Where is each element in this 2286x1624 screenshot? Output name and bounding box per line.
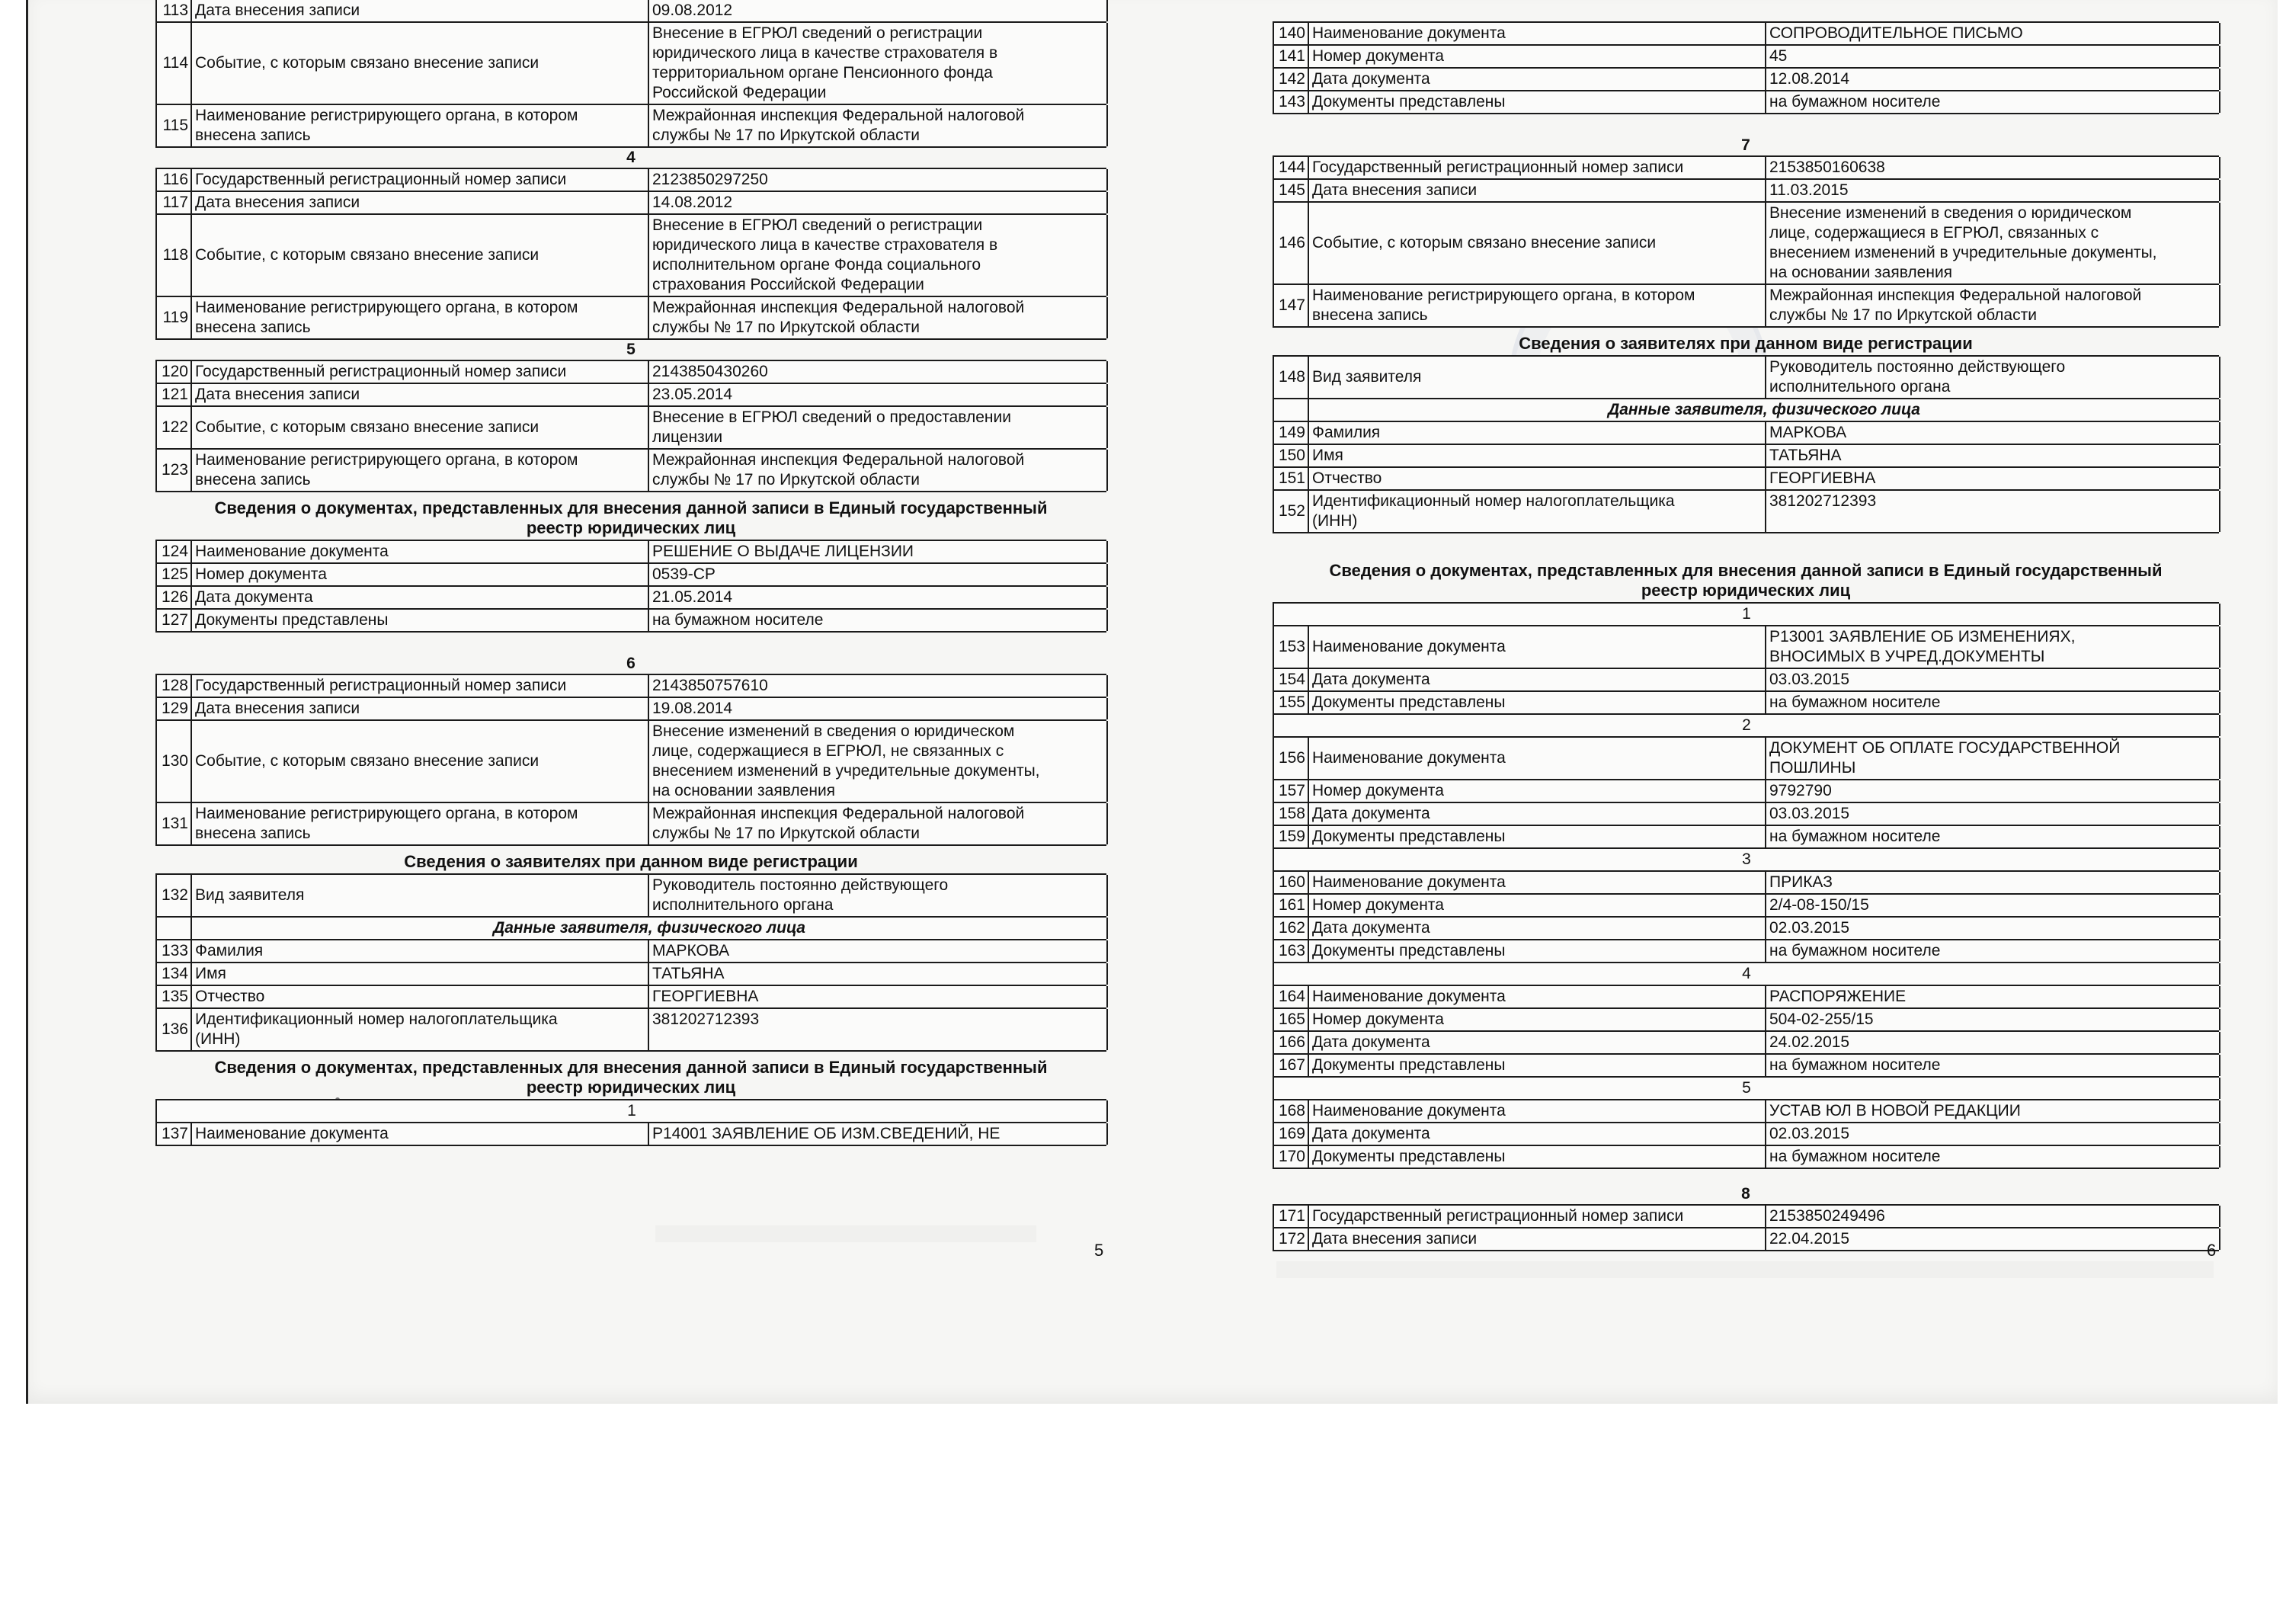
row-value: УСТАВ ЮЛ В НОВОЙ РЕДАКЦИИ xyxy=(1766,1100,2220,1122)
section-heading-documents: Сведения о документах, представленных для внесения данной записи в Единый государственный реестр юридических лиц xyxy=(214,1058,1048,1097)
row-label: Документы представлены xyxy=(1309,1146,1766,1168)
row-number: 132 xyxy=(157,875,192,916)
table-row xyxy=(157,610,1106,633)
section-heading-applicants: Сведения о заявителях при данном виде регистрации xyxy=(1519,334,1973,353)
table-row xyxy=(1274,1055,2219,1078)
table-row xyxy=(1274,1146,2219,1169)
row-number: 113 xyxy=(157,0,192,21)
table-row xyxy=(1274,918,2219,940)
row-number: 156 xyxy=(1274,738,1309,779)
record-group-number: 6 xyxy=(626,655,636,672)
table-row xyxy=(1274,826,2219,849)
table-records-124-127 xyxy=(155,540,1106,633)
document-rows xyxy=(1274,872,2219,963)
row-value: 19.08.2014 xyxy=(649,698,1108,719)
row-value: на бумажном носителе xyxy=(649,610,1108,631)
row-label: Дата документа xyxy=(1309,69,1766,90)
row-number: 120 xyxy=(157,361,192,383)
applicant-subheading: Данные заявителя, физического лица xyxy=(192,918,1108,939)
row-value: ГЕОРГИЕВНА xyxy=(649,986,1108,1007)
row-number: 145 xyxy=(1274,180,1309,201)
row-value: Межрайонная инспекция Федеральной налоговой службы № 17 по Иркутской области xyxy=(649,297,1108,338)
table-row xyxy=(1274,738,2219,780)
row-label: Наименование документа xyxy=(1309,23,1766,44)
row-label: Государственный регистрационный номер записи xyxy=(192,169,649,191)
row-label: Наименование документа xyxy=(192,541,649,562)
row-number: 141 xyxy=(1274,46,1309,67)
row-label: Наименование документа xyxy=(1309,626,1766,668)
row-value: МАРКОВА xyxy=(649,940,1108,962)
table-row xyxy=(157,940,1106,963)
row-label: Государственный регистрационный номер записи xyxy=(192,361,649,383)
table-row xyxy=(1274,69,2219,91)
table-records-116-119 xyxy=(155,168,1106,340)
row-label: Наименование документа xyxy=(1309,738,1766,779)
row-label: Наименование регистрирующего органа, в котором внесена запись xyxy=(192,450,649,491)
row-number: 128 xyxy=(157,675,192,697)
row-number: 124 xyxy=(157,541,192,562)
row-value: 02.03.2015 xyxy=(1766,918,2220,939)
row-number: 116 xyxy=(157,169,192,191)
table-row xyxy=(1274,491,2219,533)
row-label: Документы представлены xyxy=(1309,91,1766,113)
row-label: Дата документа xyxy=(1309,1032,1766,1053)
record-group-number: 5 xyxy=(626,341,636,358)
row-value: Межрайонная инспекция Федеральной налоговой службы № 17 по Иркутской области xyxy=(649,105,1108,146)
row-label: Имя xyxy=(192,963,649,985)
row-value: 381202712393 xyxy=(1766,491,2220,532)
table-row xyxy=(1274,692,2219,715)
row-number: 123 xyxy=(157,450,192,491)
table-row xyxy=(1274,1228,2219,1251)
document-rows xyxy=(1274,626,2219,715)
table-row xyxy=(157,0,1106,23)
row-value: 45 xyxy=(1766,46,2220,67)
row-number: 142 xyxy=(1274,69,1309,90)
row-number: 150 xyxy=(1274,445,1309,466)
table-row xyxy=(1274,180,2219,203)
row-number: 148 xyxy=(1274,357,1309,398)
row-value: 11.03.2015 xyxy=(1766,180,2220,201)
row-number: 162 xyxy=(1274,918,1309,939)
row-number: 169 xyxy=(1274,1123,1309,1145)
row-value: ТАТЬЯНА xyxy=(649,963,1108,985)
row-value: на бумажном носителе xyxy=(1766,940,2220,962)
row-number: 155 xyxy=(1274,692,1309,713)
row-label: Фамилия xyxy=(1309,422,1766,444)
row-label: Дата внесения записи xyxy=(1309,1228,1766,1250)
document-group-number: 1 xyxy=(157,1100,1108,1122)
section-heading-documents: Сведения о документах, представленных для внесения данной записи в Единый государственный реестр юридических лиц xyxy=(214,498,1048,537)
row-value: Руководитель постоянно действующего исполнительного органа xyxy=(1766,357,2220,398)
table-row xyxy=(1274,1009,2219,1032)
row-number: 158 xyxy=(1274,803,1309,825)
bleed-through-text xyxy=(655,1225,1036,1242)
table-row xyxy=(1274,1032,2219,1055)
table-records-113-115 xyxy=(155,0,1106,148)
document-rows xyxy=(1274,1100,2219,1169)
table-row xyxy=(1274,780,2219,803)
row-label: Дата документа xyxy=(1309,803,1766,825)
row-value: 12.08.2014 xyxy=(1766,69,2220,90)
row-number: 154 xyxy=(1274,669,1309,690)
row-value: Межрайонная инспекция Федеральной налоговой службы № 17 по Иркутской области xyxy=(649,803,1108,844)
page-number: 6 xyxy=(2207,1241,2217,1260)
row-value: Внесение изменений в сведения о юридическом лице, содержащиеся в ЕГРЮЛ, не связанных с внесением изменений в учредительные документы, на основании заявления xyxy=(649,721,1108,802)
row-number: 129 xyxy=(157,698,192,719)
row-number: 144 xyxy=(1274,157,1309,178)
table-row xyxy=(1274,285,2219,328)
table-row xyxy=(1274,849,2219,872)
row-value: 03.03.2015 xyxy=(1766,803,2220,825)
row-label: Событие, с которым связано внесение записи xyxy=(192,215,649,296)
table-record-137 xyxy=(155,1099,1106,1146)
table-row xyxy=(157,105,1106,148)
row-number: 134 xyxy=(157,963,192,985)
table-row xyxy=(1274,626,2219,669)
row-label: Дата внесения записи xyxy=(1309,180,1766,201)
row-value: ДОКУМЕНТ ОБ ОПЛАТЕ ГОСУДАРСТВЕННОЙ ПОШЛИНЫ xyxy=(1766,738,2220,779)
row-value: Руководитель постоянно действующего исполнительного органа xyxy=(649,875,1108,916)
table-row xyxy=(157,803,1106,846)
table-row xyxy=(1274,715,2219,738)
row-number: 157 xyxy=(1274,780,1309,802)
row-value: Р14001 ЗАЯВЛЕНИЕ ОБ ИЗМ.СВЕДЕНИЙ, НЕ xyxy=(649,1123,1108,1145)
table-row xyxy=(1274,872,2219,895)
row-number: 172 xyxy=(1274,1228,1309,1250)
record-group-number: 4 xyxy=(626,149,636,166)
table-row xyxy=(1274,895,2219,918)
row-label: Дата документа xyxy=(192,587,649,608)
row-label: Номер документа xyxy=(1309,895,1766,916)
row-number: 119 xyxy=(157,297,192,338)
row-number: 137 xyxy=(157,1123,192,1145)
row-number: 143 xyxy=(1274,91,1309,113)
row-value: на бумажном носителе xyxy=(1766,1146,2220,1168)
table-row xyxy=(1274,445,2219,468)
table-row xyxy=(1274,399,2219,422)
row-value: Внесение изменений в сведения о юридическом лице, содержащиеся в ЕГРЮЛ, связанных с внесением изменений в учредительные документы, на основании заявления xyxy=(1766,203,2220,283)
document-rows xyxy=(1274,986,2219,1078)
row-value: на бумажном носителе xyxy=(1766,692,2220,713)
table-applicant xyxy=(155,873,1106,1052)
row-label: Наименование документа xyxy=(1309,1100,1766,1122)
row-value: 03.03.2015 xyxy=(1766,669,2220,690)
row-value: Межрайонная инспекция Федеральной налоговой службы № 17 по Иркутской области xyxy=(649,450,1108,491)
row-value: 2123850297250 xyxy=(649,169,1108,191)
row-number: 161 xyxy=(1274,895,1309,916)
row-label: Документы представлены xyxy=(1309,826,1766,847)
table-row xyxy=(1274,91,2219,114)
row-label: Государственный регистрационный номер записи xyxy=(1309,157,1766,178)
table-row xyxy=(157,963,1106,986)
row-value: 14.08.2012 xyxy=(649,192,1108,213)
row-number: 121 xyxy=(157,384,192,405)
table-row xyxy=(157,297,1106,340)
table-row xyxy=(157,875,1106,918)
row-label: Наименование документа xyxy=(192,1123,649,1145)
row-label: Дата документа xyxy=(1309,918,1766,939)
row-number: 126 xyxy=(157,587,192,608)
table-row xyxy=(157,450,1106,492)
table-row xyxy=(157,23,1106,105)
row-value: на бумажном носителе xyxy=(1766,826,2220,847)
row-number: 136 xyxy=(157,1009,192,1050)
table-row xyxy=(1274,940,2219,963)
table-row xyxy=(1274,803,2219,826)
document-group-number: 2 xyxy=(1274,715,2220,736)
table-row xyxy=(157,918,1106,940)
row-value: 09.08.2012 xyxy=(649,0,1108,21)
row-label: Документы представлены xyxy=(1309,1055,1766,1076)
table-row xyxy=(1274,422,2219,445)
applicant-subheading: Данные заявителя, физического лица xyxy=(1309,399,2220,421)
table-row xyxy=(1274,1123,2219,1146)
document-group-number: 1 xyxy=(1274,604,2220,625)
row-value: 0539-СР xyxy=(649,564,1108,585)
row-number: 163 xyxy=(1274,940,1309,962)
row-value: 381202712393 xyxy=(649,1009,1108,1050)
row-value: Внесение в ЕГРЮЛ сведений о регистрации юридического лица в качестве страхователя в территориальном органе Пенсионного фонда Российской Федерации xyxy=(649,23,1108,104)
row-number: 164 xyxy=(1274,986,1309,1007)
table-row xyxy=(157,1100,1106,1123)
table-row xyxy=(1274,669,2219,692)
row-label: Наименование регистрирующего органа, в котором внесена запись xyxy=(1309,285,1766,326)
row-number: 117 xyxy=(157,192,192,213)
table-row xyxy=(1274,23,2219,46)
row-label: Документы представлены xyxy=(1309,692,1766,713)
row-number: 152 xyxy=(1274,491,1309,532)
bleed-through-text xyxy=(1276,1261,2214,1278)
page-5-column xyxy=(155,0,1106,1146)
record-group-number: 8 xyxy=(1741,1185,1750,1203)
row-number: 146 xyxy=(1274,203,1309,283)
row-label: Государственный регистрационный номер записи xyxy=(192,675,649,697)
row-label: Номер документа xyxy=(1309,780,1766,802)
row-value: 23.05.2014 xyxy=(649,384,1108,405)
row-value: на бумажном носителе xyxy=(1766,91,2220,113)
row-number: 166 xyxy=(1274,1032,1309,1053)
table-row xyxy=(157,986,1106,1009)
row-value: ТАТЬЯНА xyxy=(1766,445,2220,466)
row-label: Идентификационный номер налогоплательщика (ИНН) xyxy=(192,1009,649,1050)
table-records-120-123 xyxy=(155,360,1106,492)
row-label: Документы представлены xyxy=(192,610,649,631)
row-value: 2153850249496 xyxy=(1766,1206,2220,1227)
row-number: 170 xyxy=(1274,1146,1309,1168)
row-value: ПРИКАЗ xyxy=(1766,872,2220,893)
table-row xyxy=(1274,46,2219,69)
row-label: Государственный регистрационный номер записи xyxy=(1309,1206,1766,1227)
row-label: Дата внесения записи xyxy=(192,384,649,405)
table-records-144-147 xyxy=(1273,155,2219,328)
row-label: Вид заявителя xyxy=(192,875,649,916)
row-number: 171 xyxy=(1274,1206,1309,1227)
table-row xyxy=(157,361,1106,384)
section-heading-documents: Сведения о документах, представленных для внесения данной записи в Единый государственный реестр юридических лиц xyxy=(1329,561,2163,600)
table-applicant xyxy=(1273,355,2219,533)
table-row xyxy=(1274,1206,2219,1228)
row-number: 114 xyxy=(157,23,192,104)
row-value: 24.02.2015 xyxy=(1766,1032,2220,1053)
page-number: 5 xyxy=(1094,1241,1104,1260)
row-number: 159 xyxy=(1274,826,1309,847)
row-label: Имя xyxy=(1309,445,1766,466)
record-group-number: 7 xyxy=(1741,136,1750,154)
row-label: Номер документа xyxy=(1309,1009,1766,1030)
row-value: 02.03.2015 xyxy=(1766,1123,2220,1145)
table-records-128-131 xyxy=(155,674,1106,846)
document-group-number: 4 xyxy=(1274,963,2220,985)
row-label: Документы представлены xyxy=(1309,940,1766,962)
row-number: 133 xyxy=(157,940,192,962)
row-label: Номер документа xyxy=(1309,46,1766,67)
row-label: Дата внесения записи xyxy=(192,192,649,213)
row-label: Дата внесения записи xyxy=(192,0,649,21)
row-label: Дата документа xyxy=(1309,1123,1766,1145)
row-label: Номер документа xyxy=(192,564,649,585)
row-label: Наименование регистрирующего органа, в котором внесена запись xyxy=(192,803,649,844)
row-value: Р13001 ЗАЯВЛЕНИЕ ОБ ИЗМЕНЕНИЯХ, ВНОСИМЫХ В УЧРЕД.ДОКУМЕНТЫ xyxy=(1766,626,2220,668)
row-label: Наименование регистрирующего органа, в котором внесена запись xyxy=(192,297,649,338)
row-label: Фамилия xyxy=(192,940,649,962)
table-row xyxy=(1274,157,2219,180)
table-row xyxy=(157,541,1106,564)
table-row xyxy=(1274,963,2219,986)
row-label: Идентификационный номер налогоплательщика (ИНН) xyxy=(1309,491,1766,532)
row-number: 151 xyxy=(1274,468,1309,489)
row-label: Отчество xyxy=(192,986,649,1007)
table-row xyxy=(1274,604,2219,626)
table-row xyxy=(1274,1078,2219,1100)
table-row xyxy=(157,215,1106,297)
row-number: 160 xyxy=(1274,872,1309,893)
row-value: Внесение в ЕГРЮЛ сведений о регистрации юридического лица в качестве страхователя в исполнительном органе Фонда социального страхования Российской Федерации xyxy=(649,215,1108,296)
row-number: 147 xyxy=(1274,285,1309,326)
row-number: 167 xyxy=(1274,1055,1309,1076)
row-number: 115 xyxy=(157,105,192,146)
table-row xyxy=(157,564,1106,587)
row-value: МАРКОВА xyxy=(1766,422,2220,444)
row-number: 130 xyxy=(157,721,192,802)
document-group-number: 5 xyxy=(1274,1078,2220,1099)
table-row xyxy=(157,721,1106,803)
table-records-140-143 xyxy=(1273,21,2219,114)
table-row xyxy=(157,169,1106,192)
row-number: 131 xyxy=(157,803,192,844)
row-value: 21.05.2014 xyxy=(649,587,1108,608)
table-row xyxy=(157,192,1106,215)
row-number: 127 xyxy=(157,610,192,631)
applicant-rows xyxy=(1274,422,2219,533)
row-number: 135 xyxy=(157,986,192,1007)
row-number: 165 xyxy=(1274,1009,1309,1030)
row-label: Наименование регистрирующего органа, в котором внесена запись xyxy=(192,105,649,146)
table-row xyxy=(1274,986,2219,1009)
table-row xyxy=(157,1009,1106,1052)
row-value: Межрайонная инспекция Федеральной налоговой службы № 17 по Иркутской области xyxy=(1766,285,2220,326)
table-records-171-172 xyxy=(1273,1204,2219,1251)
table-row xyxy=(157,384,1106,407)
row-label: Наименование документа xyxy=(1309,872,1766,893)
row-value: 2153850160638 xyxy=(1766,157,2220,178)
row-value: ГЕОРГИЕВНА xyxy=(1766,468,2220,489)
page-6-column xyxy=(1273,0,2219,1251)
row-label: Дата документа xyxy=(1309,669,1766,690)
row-label: Дата внесения записи xyxy=(192,698,649,719)
table-row xyxy=(1274,468,2219,491)
applicant-rows xyxy=(157,940,1106,1052)
row-value: 504-02-255/15 xyxy=(1766,1009,2220,1030)
row-label: Событие, с которым связано внесение записи xyxy=(192,721,649,802)
document-group-number: 3 xyxy=(1274,849,2220,870)
row-number: 125 xyxy=(157,564,192,585)
table-documents xyxy=(1273,602,2219,1169)
row-value: на бумажном носителе xyxy=(1766,1055,2220,1076)
document-rows xyxy=(1274,738,2219,849)
row-value: 22.04.2015 xyxy=(1766,1228,2220,1250)
row-value: РЕШЕНИЕ О ВЫДАЧЕ ЛИЦЕНЗИИ xyxy=(649,541,1108,562)
section-heading-applicants: Сведения о заявителях при данном виде регистрации xyxy=(404,852,858,871)
row-value: 2/4-08-150/15 xyxy=(1766,895,2220,916)
row-number: 118 xyxy=(157,215,192,296)
row-label: Наименование документа xyxy=(1309,986,1766,1007)
row-value: СОПРОВОДИТЕЛЬНОЕ ПИСЬМО xyxy=(1766,23,2220,44)
row-number: 153 xyxy=(1274,626,1309,668)
row-number: 140 xyxy=(1274,23,1309,44)
table-row xyxy=(1274,1100,2219,1123)
row-value: 9792790 xyxy=(1766,780,2220,802)
row-number: 122 xyxy=(157,407,192,448)
table-row xyxy=(1274,203,2219,285)
table-row xyxy=(157,1123,1106,1146)
row-label: Событие, с которым связано внесение записи xyxy=(1309,203,1766,283)
row-number: 168 xyxy=(1274,1100,1309,1122)
row-value: 2143850430260 xyxy=(649,361,1108,383)
row-label: Вид заявителя xyxy=(1309,357,1766,398)
row-value: Внесение в ЕГРЮЛ сведений о предоставлении лицензии xyxy=(649,407,1108,448)
table-row xyxy=(1274,357,2219,399)
table-row xyxy=(157,698,1106,721)
row-value: 2143850757610 xyxy=(649,675,1108,697)
table-row xyxy=(157,675,1106,698)
table-row xyxy=(157,407,1106,450)
row-label: Событие, с которым связано внесение записи xyxy=(192,23,649,104)
row-number: 149 xyxy=(1274,422,1309,444)
row-label: Событие, с которым связано внесение записи xyxy=(192,407,649,448)
table-row xyxy=(157,587,1106,610)
row-label: Отчество xyxy=(1309,468,1766,489)
row-value: РАСПОРЯЖЕНИЕ xyxy=(1766,986,2220,1007)
